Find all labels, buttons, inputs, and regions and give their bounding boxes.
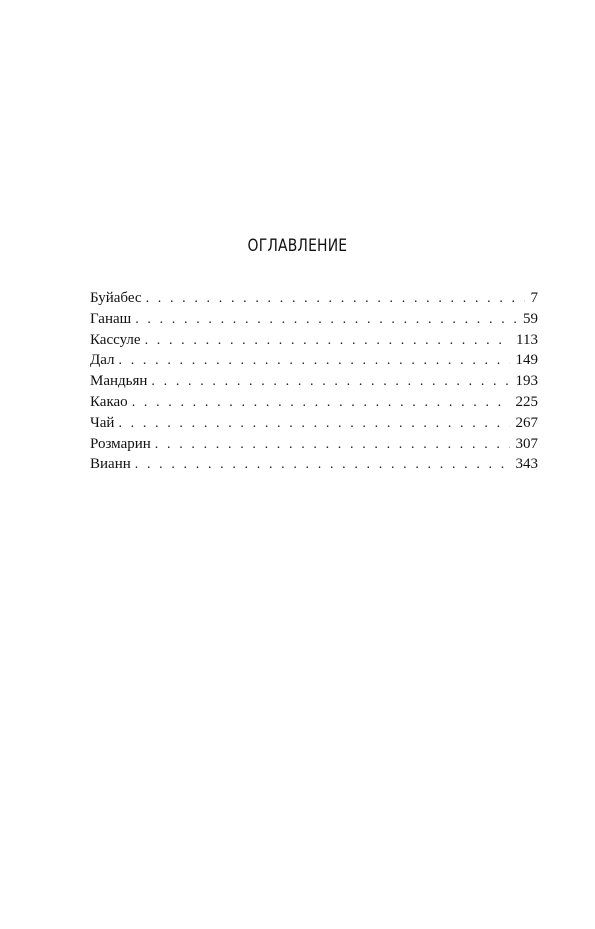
toc-entry-title: Ганаш bbox=[90, 310, 132, 327]
toc-entry-page-number: 343 bbox=[515, 456, 538, 473]
toc-entry bbox=[90, 288, 538, 309]
toc-entry-title: Вианн bbox=[90, 456, 131, 473]
toc-entry bbox=[90, 413, 538, 434]
toc-entry bbox=[90, 371, 538, 392]
toc-dot-leader bbox=[135, 455, 510, 476]
toc-entry-page-number: 193 bbox=[515, 373, 538, 390]
toc-entry-page-number: 59 bbox=[523, 310, 538, 327]
toc-dot-leader bbox=[145, 331, 510, 352]
toc-entry bbox=[90, 309, 538, 330]
toc-entry bbox=[90, 350, 538, 371]
toc-entry-title: Какао bbox=[90, 393, 128, 410]
toc-entry-title: Мандьян bbox=[90, 373, 148, 390]
toc-entry bbox=[90, 392, 538, 413]
toc-dot-leader bbox=[135, 310, 517, 331]
toc-entry-page-number: 7 bbox=[530, 290, 538, 306]
toc-entry-page-number: 267 bbox=[515, 414, 538, 431]
toc-entry-page-number: 307 bbox=[515, 435, 538, 452]
toc-entry-title: Кассуле bbox=[90, 331, 141, 348]
toc-entry bbox=[90, 454, 538, 475]
toc-dot-leader bbox=[118, 414, 509, 435]
toc-dot-leader bbox=[119, 351, 510, 372]
toc-entry-title: Буйабес bbox=[90, 290, 142, 306]
toc-entry-title: Розмарин bbox=[90, 435, 151, 452]
toc-entry-page-number: 113 bbox=[516, 331, 538, 348]
toc-dot-leader bbox=[146, 289, 525, 310]
toc-dot-leader bbox=[132, 393, 510, 414]
table-of-contents bbox=[90, 288, 538, 475]
toc-dot-leader bbox=[151, 372, 509, 393]
toc-heading: ОГЛАВЛЕНИЕ bbox=[247, 236, 348, 256]
toc-dot-leader bbox=[155, 435, 510, 456]
toc-entry-page-number: 149 bbox=[515, 352, 538, 369]
toc-entry-page-number: 225 bbox=[515, 393, 538, 410]
toc-entry bbox=[90, 330, 538, 351]
toc-entry bbox=[90, 434, 538, 455]
toc-entry-title: Дал bbox=[90, 352, 115, 369]
toc-entry-title: Чай bbox=[90, 414, 115, 431]
